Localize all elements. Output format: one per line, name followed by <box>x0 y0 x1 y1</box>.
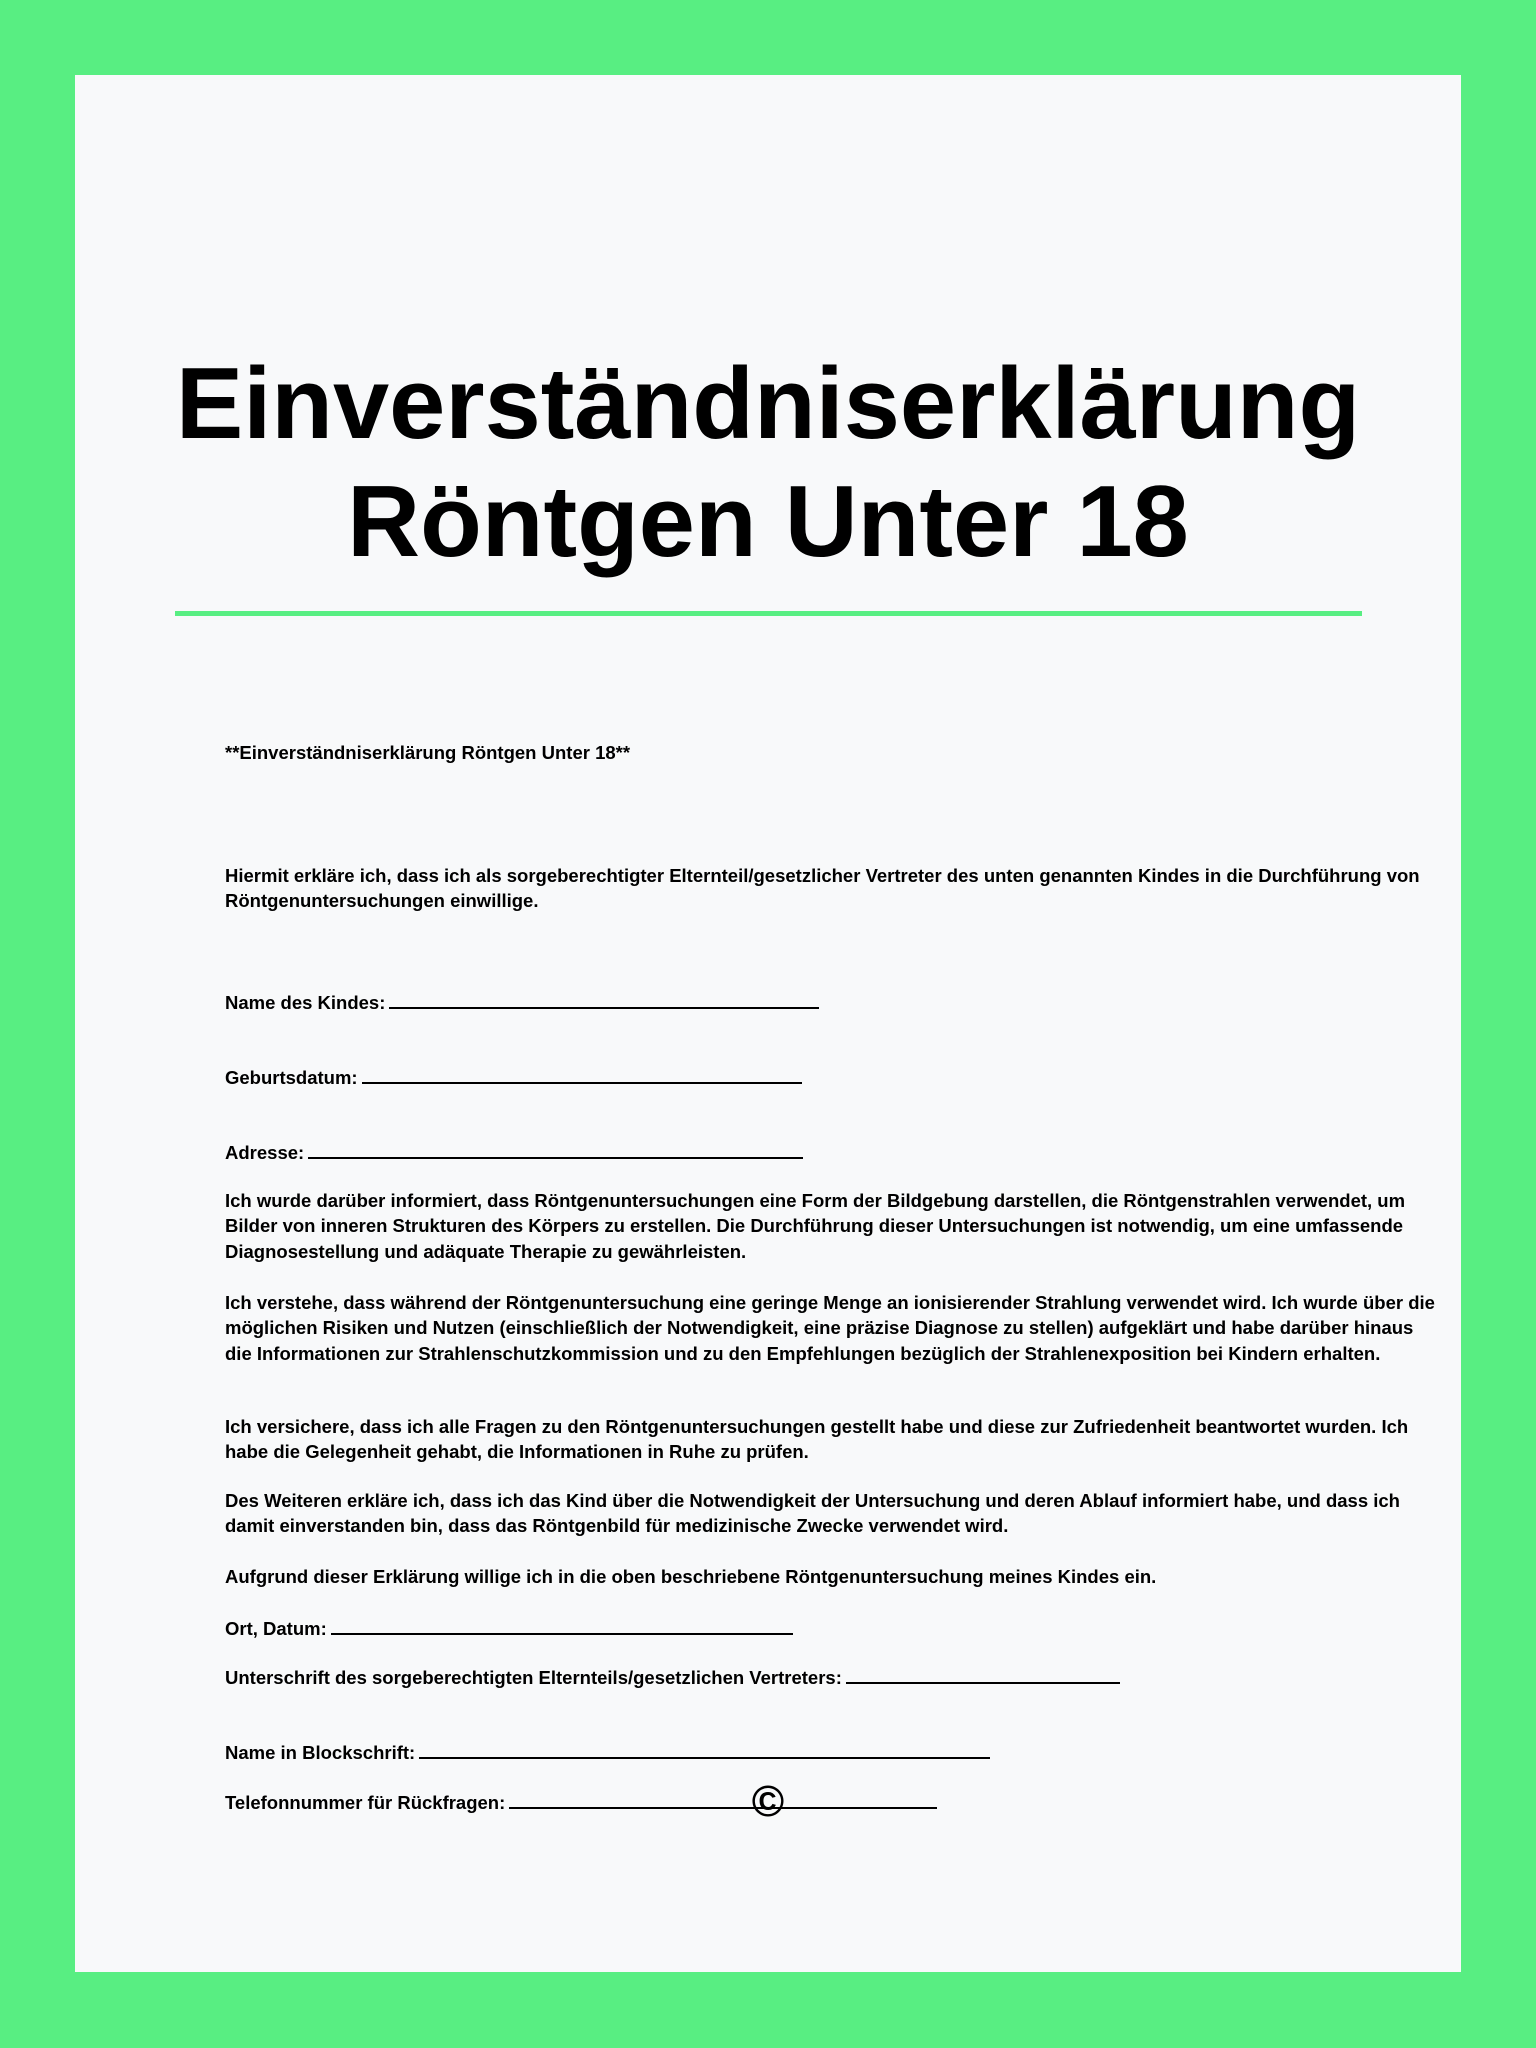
title-line-1: Einverständniserklärung <box>175 348 1361 460</box>
block-name-field <box>225 1739 1440 1765</box>
place-date-blank[interactable] <box>331 1615 793 1635</box>
block-name-blank[interactable] <box>419 1739 990 1759</box>
birth-date-blank[interactable] <box>362 1064 802 1084</box>
child-name-field <box>225 989 1440 1015</box>
document-title <box>75 345 1461 581</box>
child-name-blank[interactable] <box>389 989 819 1009</box>
document-heading: **Einverständniserklärung Röntgen Unter 18** <box>225 742 631 763</box>
signature-blank[interactable] <box>846 1664 1120 1684</box>
intro-paragraph: Hiermit erkläre ich, dass ich als sorgeberechtigter Elternteil/gesetzlicher Vertreter des unten genannten Kindes in die Durchführung von Röntgenuntersuchungen einwillige. <box>225 865 1420 912</box>
paragraph-child-informed: Des Weiteren erkläre ich, dass ich das Kind über die Notwendigkeit der Untersuchung und deren Ablauf informiert habe, und dass ich damit einverstanden bin, dass das Röntgenbild für medizinische Zwecke verwendet wird. <box>225 1490 1400 1537</box>
address-field <box>225 1139 1440 1165</box>
address-label: Adresse: <box>225 1142 305 1163</box>
address-blank[interactable] <box>308 1139 803 1159</box>
phone-label: Telefonnummer für Rückfragen: <box>225 1792 506 1813</box>
paragraph-radiation: Ich verstehe, dass während der Röntgenuntersuchung eine geringe Menge an ionisierender Strahlung verwendet wird. Ich wurde über die möglichen Risiken und Nutzen (einschließlich der Notwendigkeit, eine präzise Diagnose zu stellen) aufgeklärt und habe darüber hinaus die Informationen zur Strahlenschutzkommission und zu den Empfehlungen bezüglich der Strahlenexposition bei Kindern erhalten. <box>225 1292 1435 1364</box>
birth-date-label: Geburtsdatum: <box>225 1067 358 1088</box>
title-line-2: Röntgen Unter 18 <box>347 466 1189 578</box>
child-name-label: Name des Kindes: <box>225 992 386 1013</box>
signature-label: Unterschrift des sorgeberechtigten Elternteils/gesetzlichen Vertreters: <box>225 1667 842 1688</box>
block-name-label: Name in Blockschrift: <box>225 1742 416 1763</box>
birth-date-field <box>225 1064 1440 1090</box>
place-date-label: Ort, Datum: <box>225 1618 327 1639</box>
title-divider <box>175 611 1362 616</box>
paragraph-questions: Ich versichere, dass ich alle Fragen zu den Röntgenuntersuchungen gestellt habe und diese zur Zufriedenheit beantwortet wurden. Ich habe die Gelegenheit gehabt, die Informationen in Ruhe zu prüfen. <box>225 1416 1409 1463</box>
paragraph-consent: Aufgrund dieser Erklärung willige ich in die oben beschriebene Röntgenuntersuchung meines Kindes ein. <box>225 1566 1157 1587</box>
place-date-field <box>225 1615 1440 1641</box>
document-page <box>75 75 1461 1972</box>
copyright-icon: © <box>751 1777 785 1826</box>
signature-field <box>225 1664 1440 1690</box>
paragraph-information: Ich wurde darüber informiert, dass Röntgenuntersuchungen eine Form der Bildgebung darstellen, die Röntgenstrahlen verwendet, um Bilder von inneren Strukturen des Körpers zu erstellen. Die Durchführung dieser Untersuchungen ist notwendig, um eine umfassende Diagnosestellung und adäquate Therapie zu gewährleisten. <box>225 1190 1406 1262</box>
